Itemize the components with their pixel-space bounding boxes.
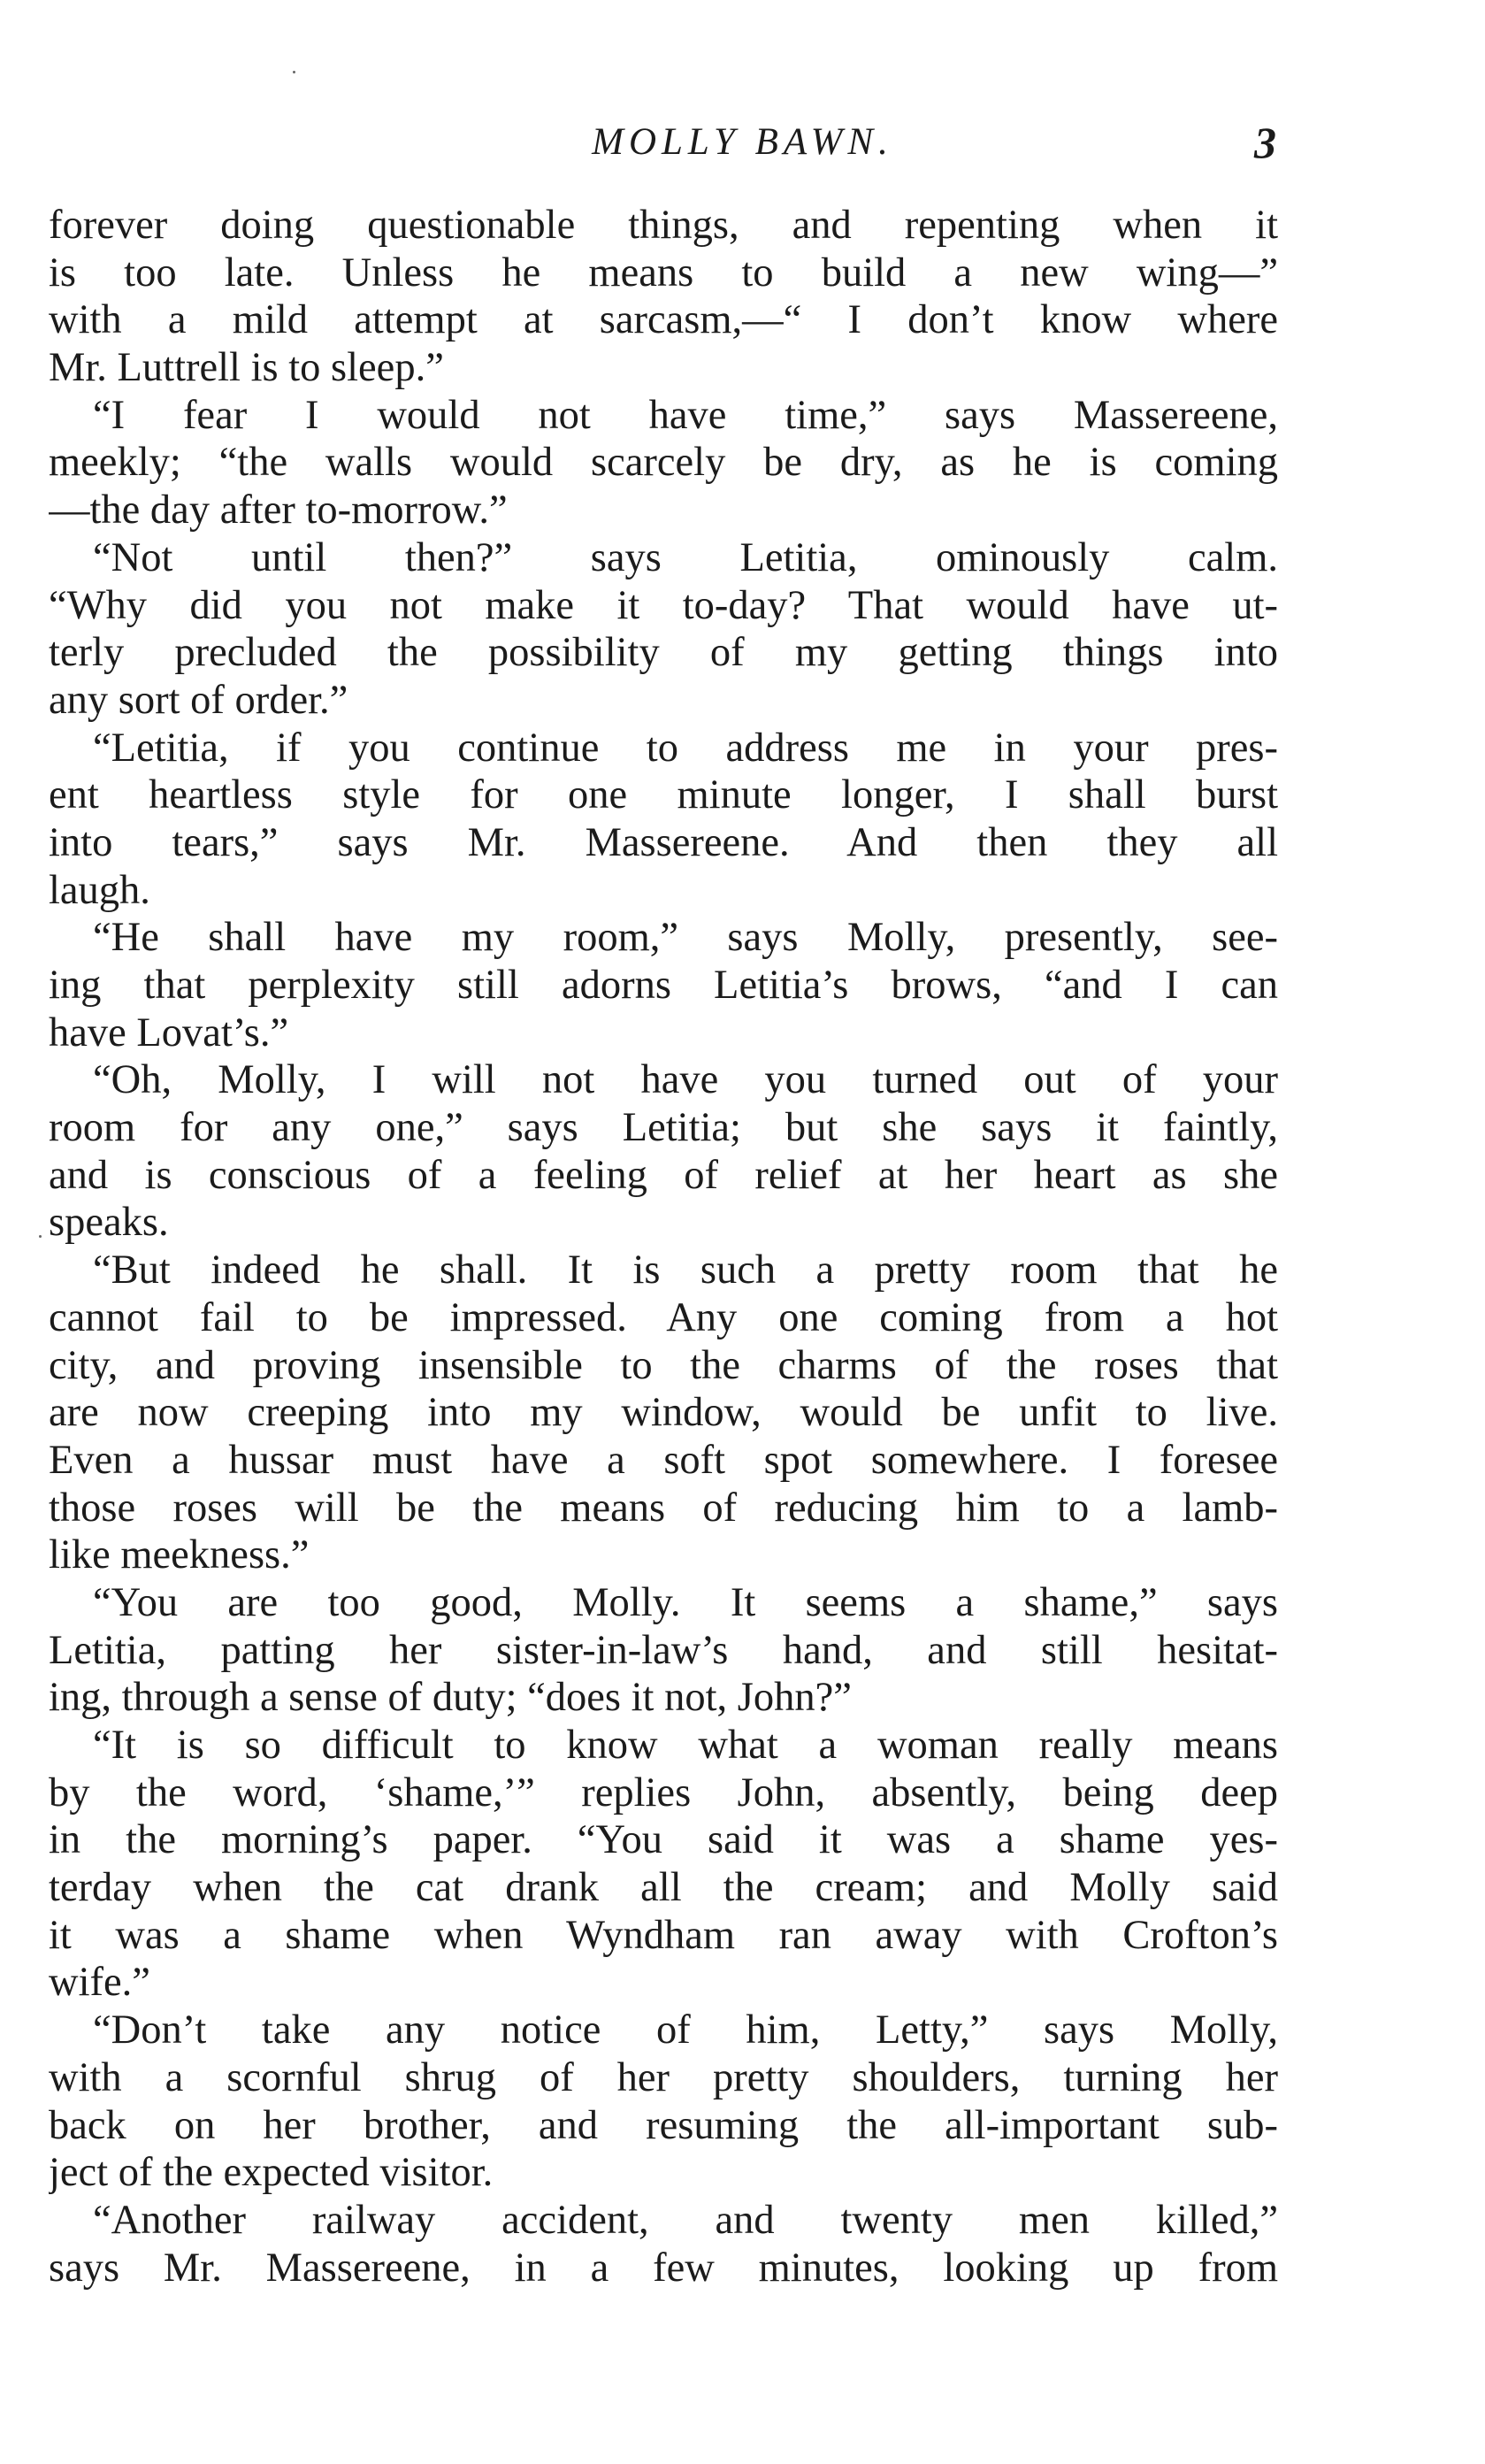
- text-line: have Lovat’s.”: [49, 1009, 289, 1055]
- text-line: wife.”: [49, 1960, 150, 2006]
- text-line: “Don’t take any notice of him, Letty,” says Molly,: [93, 2007, 1278, 2053]
- text-line: terday when the cat drank all the cream; and Molly said: [49, 1865, 1278, 1911]
- text-line: “It is so difficult to know what a woman really means: [93, 1723, 1278, 1768]
- text-line: laugh.: [49, 867, 150, 913]
- text-line: “Letitia, if you continue to address me in your pres-: [93, 725, 1278, 771]
- text-line: “Why did you not make it to-day? That would have ut-: [49, 582, 1278, 628]
- paper-speck: [293, 71, 295, 73]
- text-line: and is conscious of a feeling of relief at her heart as she: [49, 1152, 1278, 1198]
- text-line: Mr. Luttrell is to sleep.”: [49, 345, 444, 391]
- text-line: is too late. Unless he means to build a new wing—”: [49, 249, 1278, 296]
- body-text: [49, 202, 1278, 2291]
- text-line: ing, through a sense of duty; “does it not, John?”: [49, 1675, 852, 1721]
- text-line: city, and proving insensible to the charms of the roses that: [49, 1342, 1278, 1388]
- text-line: —the day after to-morrow.”: [49, 487, 508, 533]
- page-number: 3: [1254, 118, 1276, 167]
- text-line: room for any one,” says Letitia; but she says it faintly,: [49, 1105, 1278, 1151]
- text-line: “You are too good, Molly. It seems a shame,” says: [93, 1579, 1278, 1625]
- text-line: “Another railway accident, and twenty men killed,”: [93, 2197, 1278, 2243]
- paper-speck: [39, 1235, 42, 1238]
- text-line: like meekness.”: [49, 1532, 310, 1578]
- text-line: with a mild attempt at sarcasm,—“ I don’t know where: [49, 297, 1278, 343]
- text-line: “He shall have my room,” says Molly, presently, see-: [93, 915, 1278, 961]
- text-line: “I fear I would not have time,” says Massereene,: [93, 392, 1278, 438]
- text-line: by the word, ‘shame,’” replies John, absently, being deep: [49, 1769, 1278, 1815]
- text-line: those roses will be the means of reducing him to a lamb-: [49, 1485, 1278, 1531]
- text-line: says Mr. Massereene, in a few minutes, looking up from: [49, 2245, 1278, 2291]
- text-line: “Oh, Molly, I will not have you turned out of your: [93, 1057, 1278, 1103]
- text-line: with a scornful shrug of her pretty shoulders, turning her: [49, 2054, 1278, 2100]
- text-line: meekly; “the walls would scarcely be dry, as he is coming: [49, 440, 1278, 486]
- text-line: into tears,” says Mr. Massereene. And then they all: [49, 819, 1278, 865]
- text-line: ent heartless style for one minute longer, I shall burst: [49, 772, 1278, 818]
- text-line: forever doing questionable things, and repenting when it: [49, 203, 1278, 248]
- text-line: Letitia, patting her sister-in-law’s hand, and still hesitat-: [49, 1627, 1278, 1673]
- text-line: “Not until then?” says Letitia, ominously calm.: [93, 534, 1278, 580]
- text-line: ject of the expected visitor.: [49, 2150, 494, 2196]
- text-line: are now creeping into my window, would be unfit to live.: [49, 1390, 1278, 1436]
- text-line: “But indeed he shall. It is such a pretty room that he: [93, 1247, 1278, 1293]
- text-line: it was a shame when Wyndham ran away with Crofton’s: [49, 1912, 1278, 1958]
- text-line: Even a hussar must have a soft spot somewhere. I foresee: [49, 1437, 1278, 1483]
- text-line: speaks.: [49, 1200, 169, 1246]
- text-line: cannot fail to be impressed. Any one coming from a hot: [49, 1294, 1278, 1340]
- text-line: any sort of order.”: [49, 677, 348, 723]
- running-head: [0, 113, 1485, 166]
- text-line: terly precluded the possibility of my getting things into: [49, 630, 1278, 676]
- text-line: back on her brother, and resuming the all-important sub-: [49, 2102, 1278, 2148]
- text-line: ing that perplexity still adorns Letitia’s brows, “and I can: [49, 963, 1278, 1008]
- running-title: MOLLY BAWN.: [592, 121, 893, 163]
- text-line: in the morning’s paper. “You said it was a shame yes-: [49, 1817, 1278, 1863]
